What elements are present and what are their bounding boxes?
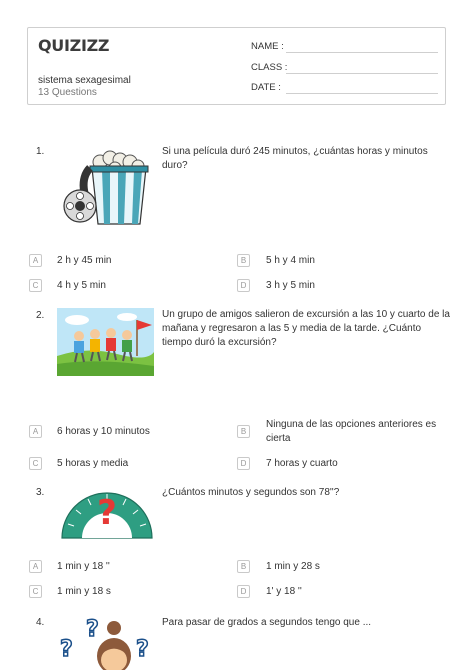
- date-line: [286, 93, 438, 94]
- popcorn-film-reel-icon: [60, 148, 155, 230]
- protractor-question-icon: [58, 484, 156, 542]
- question-number: 3.: [36, 487, 45, 498]
- name-label: NAME :: [251, 41, 284, 52]
- option-letter[interactable]: A: [29, 425, 42, 438]
- option-text[interactable]: 7 horas y cuarto: [266, 458, 338, 469]
- option-text[interactable]: 4 h y 5 min: [57, 280, 106, 291]
- option-letter[interactable]: C: [29, 457, 42, 470]
- option-letter[interactable]: A: [29, 560, 42, 573]
- question-text: ¿Cuántos minutos y segundos son 78''?: [162, 487, 340, 498]
- option-letter[interactable]: C: [29, 585, 42, 598]
- worksheet-header: [27, 27, 446, 105]
- option-text[interactable]: 2 h y 45 min: [57, 255, 112, 266]
- option-letter[interactable]: B: [237, 560, 250, 573]
- option-text[interactable]: 6 horas y 10 minutos: [57, 426, 150, 437]
- svg-text:?: ?: [86, 617, 99, 642]
- question-count: 13 Questions: [38, 87, 97, 98]
- worksheet-title: sistema sexagesimal: [38, 75, 131, 86]
- name-line: [286, 52, 438, 53]
- option-text[interactable]: 1 min y 28 s: [266, 561, 320, 572]
- question-number: 2.: [36, 310, 45, 321]
- class-label: CLASS :: [251, 62, 288, 73]
- option-letter[interactable]: D: [237, 585, 250, 598]
- class-line: [286, 73, 438, 74]
- option-text[interactable]: 1 min y 18 '': [57, 561, 110, 572]
- svg-text:?: ?: [97, 493, 117, 533]
- option-text[interactable]: 1' y 18 '': [266, 586, 302, 597]
- question-text: Un grupo de amigos salieron de excursión a las 10 y cuarto de la mañana y regresaron a las 5 y media de la tarde. ¿Cuánto tiempo duró la excursión?: [162, 309, 450, 348]
- option-letter[interactable]: C: [29, 279, 42, 292]
- option-text[interactable]: Ninguna de las opciones anteriores es cierta: [266, 419, 437, 444]
- question-text: Si una película duró 245 minutos, ¿cuántas horas y minutos duro?: [162, 146, 428, 171]
- question-text: Para pasar de grados a segundos tengo que ...: [162, 617, 372, 628]
- svg-text:?: ?: [136, 637, 149, 662]
- svg-text:?: ?: [60, 637, 73, 662]
- question-number: 4.: [36, 617, 45, 628]
- option-text[interactable]: 1 min y 18 s: [57, 586, 111, 597]
- quizizz-logo: QUIZIZZ: [38, 36, 110, 55]
- option-letter[interactable]: B: [237, 425, 250, 438]
- option-letter[interactable]: A: [29, 254, 42, 267]
- children-hiking-illustration: [57, 308, 154, 376]
- date-label: DATE :: [251, 82, 281, 93]
- option-text[interactable]: 5 h y 4 min: [266, 255, 315, 266]
- option-letter[interactable]: D: [237, 279, 250, 292]
- option-letter[interactable]: D: [237, 457, 250, 470]
- question-number: 1.: [36, 146, 45, 157]
- thinking-girl-question-marks: [56, 612, 156, 670]
- option-text[interactable]: 3 h y 5 min: [266, 280, 315, 291]
- option-text[interactable]: 5 horas y media: [57, 458, 129, 469]
- option-letter[interactable]: B: [237, 254, 250, 267]
